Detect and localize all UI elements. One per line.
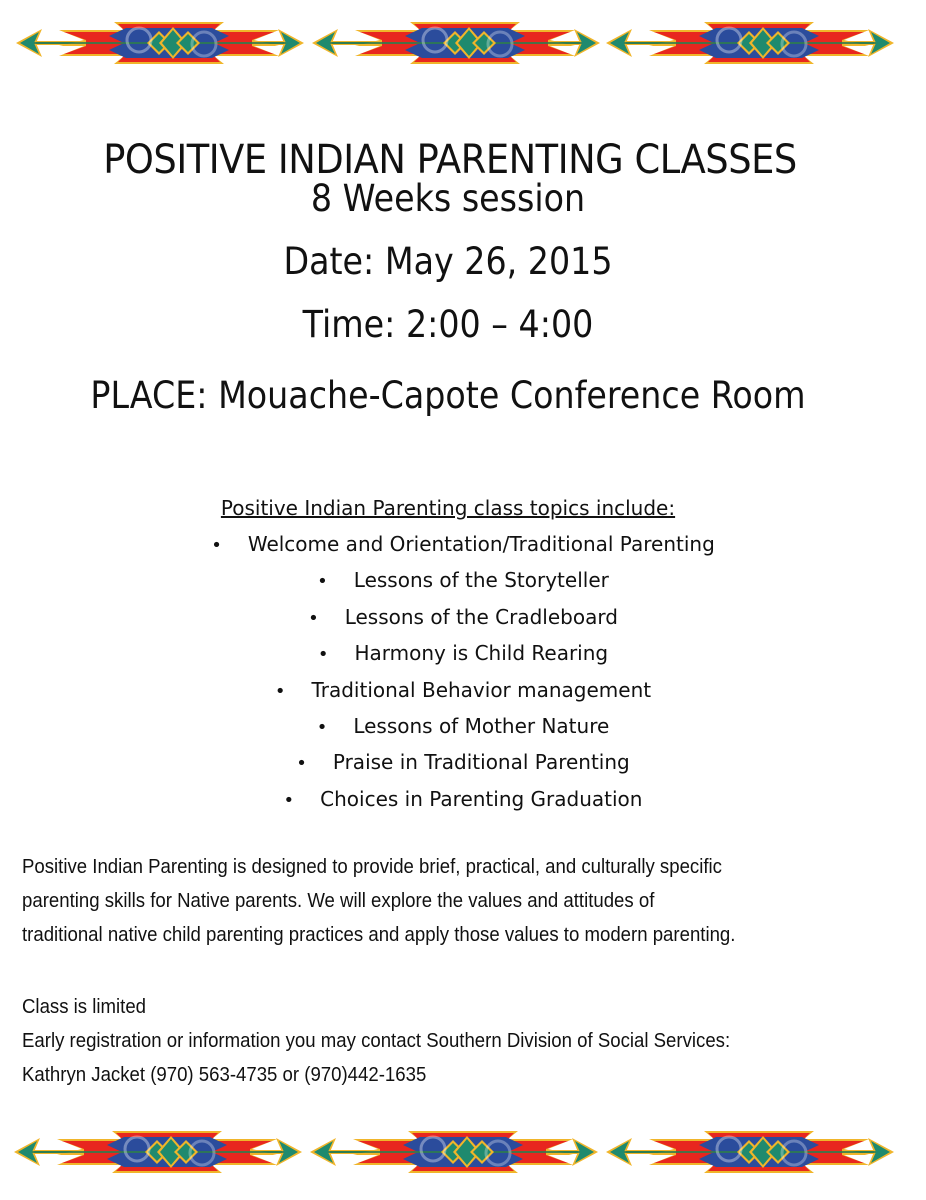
description-paragraph: Positive Indian Parenting is designed to provide brief, practical, and culturally specific parenting skills for Native parents. We will explore the values and attitudes of traditional native child parenting practices and apply those values to modern parenting. [22, 856, 736, 946]
event-time: Time: 2:00 – 4:00 [302, 303, 594, 346]
bullet-icon: • [317, 644, 329, 666]
top-border [0, 18, 926, 68]
bullet-icon: • [316, 716, 328, 738]
event-place: PLACE: Mouache-Capote Conference Room [90, 374, 806, 417]
arrow-ornament-icon [12, 1127, 304, 1177]
arrow-ornament-icon [604, 1127, 896, 1177]
list-item: • Lessons of the Storyteller [0, 564, 926, 600]
session-length: 8 Weeks session [310, 177, 586, 220]
page-title: POSITIVE INDIAN PARENTING CLASSES [103, 136, 797, 183]
bullet-icon: • [296, 753, 307, 775]
bottom-border [0, 1127, 926, 1177]
list-item: • Harmony is Child Rearing [0, 637, 926, 673]
bullet-icon: • [308, 607, 319, 629]
list-item: • Praise in Traditional Parenting [0, 746, 926, 782]
list-item: • Lessons of the Cradleboard [0, 601, 926, 637]
list-item: • Choices in Parenting Graduation [0, 783, 926, 819]
list-item: • Welcome and Orientation/Traditional Parenting [0, 528, 926, 564]
bullet-icon: • [274, 680, 286, 702]
list-item: • Lessons of Mother Nature [0, 710, 926, 746]
class-limited-note: Class is limited [22, 996, 147, 1018]
topics-list [0, 528, 926, 819]
contact-phone: Kathryn Jacket (970) 563-4735 or (970)442-1635 [22, 1064, 427, 1086]
bullet-icon: • [211, 535, 222, 556]
bullet-icon: • [283, 789, 295, 811]
arrow-ornament-icon [604, 18, 896, 68]
arrow-ornament-icon [14, 18, 306, 68]
bullet-icon: • [317, 571, 328, 593]
arrow-ornament-icon [310, 18, 602, 68]
event-date: Date: May 26, 2015 [283, 240, 613, 283]
topics-heading: Positive Indian Parenting class topics include: [220, 496, 676, 520]
registration-note: Early registration or information you may contact Southern Division of Social Services: [22, 1030, 731, 1052]
contact-info [22, 990, 859, 1092]
list-item: • Traditional Behavior management [0, 674, 926, 710]
arrow-ornament-icon [308, 1127, 600, 1177]
